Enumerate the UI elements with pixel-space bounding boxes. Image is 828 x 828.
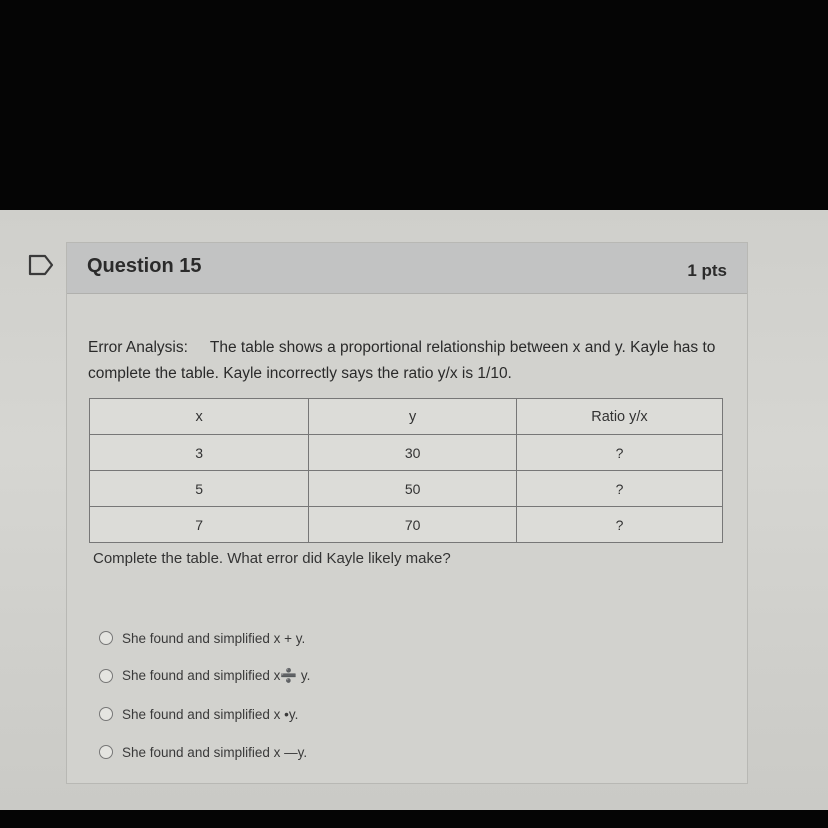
question-header xyxy=(67,243,747,294)
table-cell: ? xyxy=(516,435,722,471)
ratio-table xyxy=(89,398,723,543)
radio-button[interactable] xyxy=(99,631,113,645)
answer-label: She found and simplified x —y. xyxy=(122,744,308,760)
radio-button[interactable] xyxy=(99,745,113,759)
table-cell: 30 xyxy=(309,435,517,471)
column-header-ratio: Ratio y/x xyxy=(516,399,722,435)
question-title: Question 15 xyxy=(87,255,202,277)
answer-label: She found and simplified x + y. xyxy=(122,630,306,646)
table-row xyxy=(90,435,723,471)
answer-option-3[interactable] xyxy=(99,695,310,733)
column-header-y: y xyxy=(309,399,517,435)
question-prompt xyxy=(88,335,718,387)
question-points: 1 pts xyxy=(687,261,727,280)
prompt-text: The table shows a proportional relationship between x and y. Kayle has to complete the table. Kayle incorrectly says the ratio y/x is 1/10. xyxy=(88,339,716,382)
table-cell: 5 xyxy=(90,471,309,507)
table-header-row xyxy=(90,399,723,435)
table-cell: ? xyxy=(516,471,722,507)
radio-button[interactable] xyxy=(99,707,113,721)
table-cell: 70 xyxy=(309,507,517,543)
table-cell: 3 xyxy=(90,435,309,471)
question-instruction: Complete the table. What error did Kayle likely make? xyxy=(93,550,451,567)
radio-button[interactable] xyxy=(99,669,113,683)
column-header-x: x xyxy=(90,399,309,435)
table-cell: 50 xyxy=(309,471,517,507)
answer-label: She found and simplified x➗ y. xyxy=(122,668,311,683)
question-card xyxy=(66,242,748,784)
answer-option-1[interactable] xyxy=(99,619,310,657)
table-row xyxy=(90,471,723,507)
table-row xyxy=(90,507,723,543)
answer-options xyxy=(99,619,310,771)
answer-option-4[interactable] xyxy=(99,733,310,771)
answer-option-2[interactable] xyxy=(99,657,310,695)
bookmark-flag-icon[interactable] xyxy=(28,254,54,276)
table-cell: ? xyxy=(516,507,722,543)
answer-label: She found and simplified x •y. xyxy=(122,706,299,722)
table-cell: 7 xyxy=(90,507,309,543)
prompt-lead: Error Analysis: xyxy=(88,339,188,356)
